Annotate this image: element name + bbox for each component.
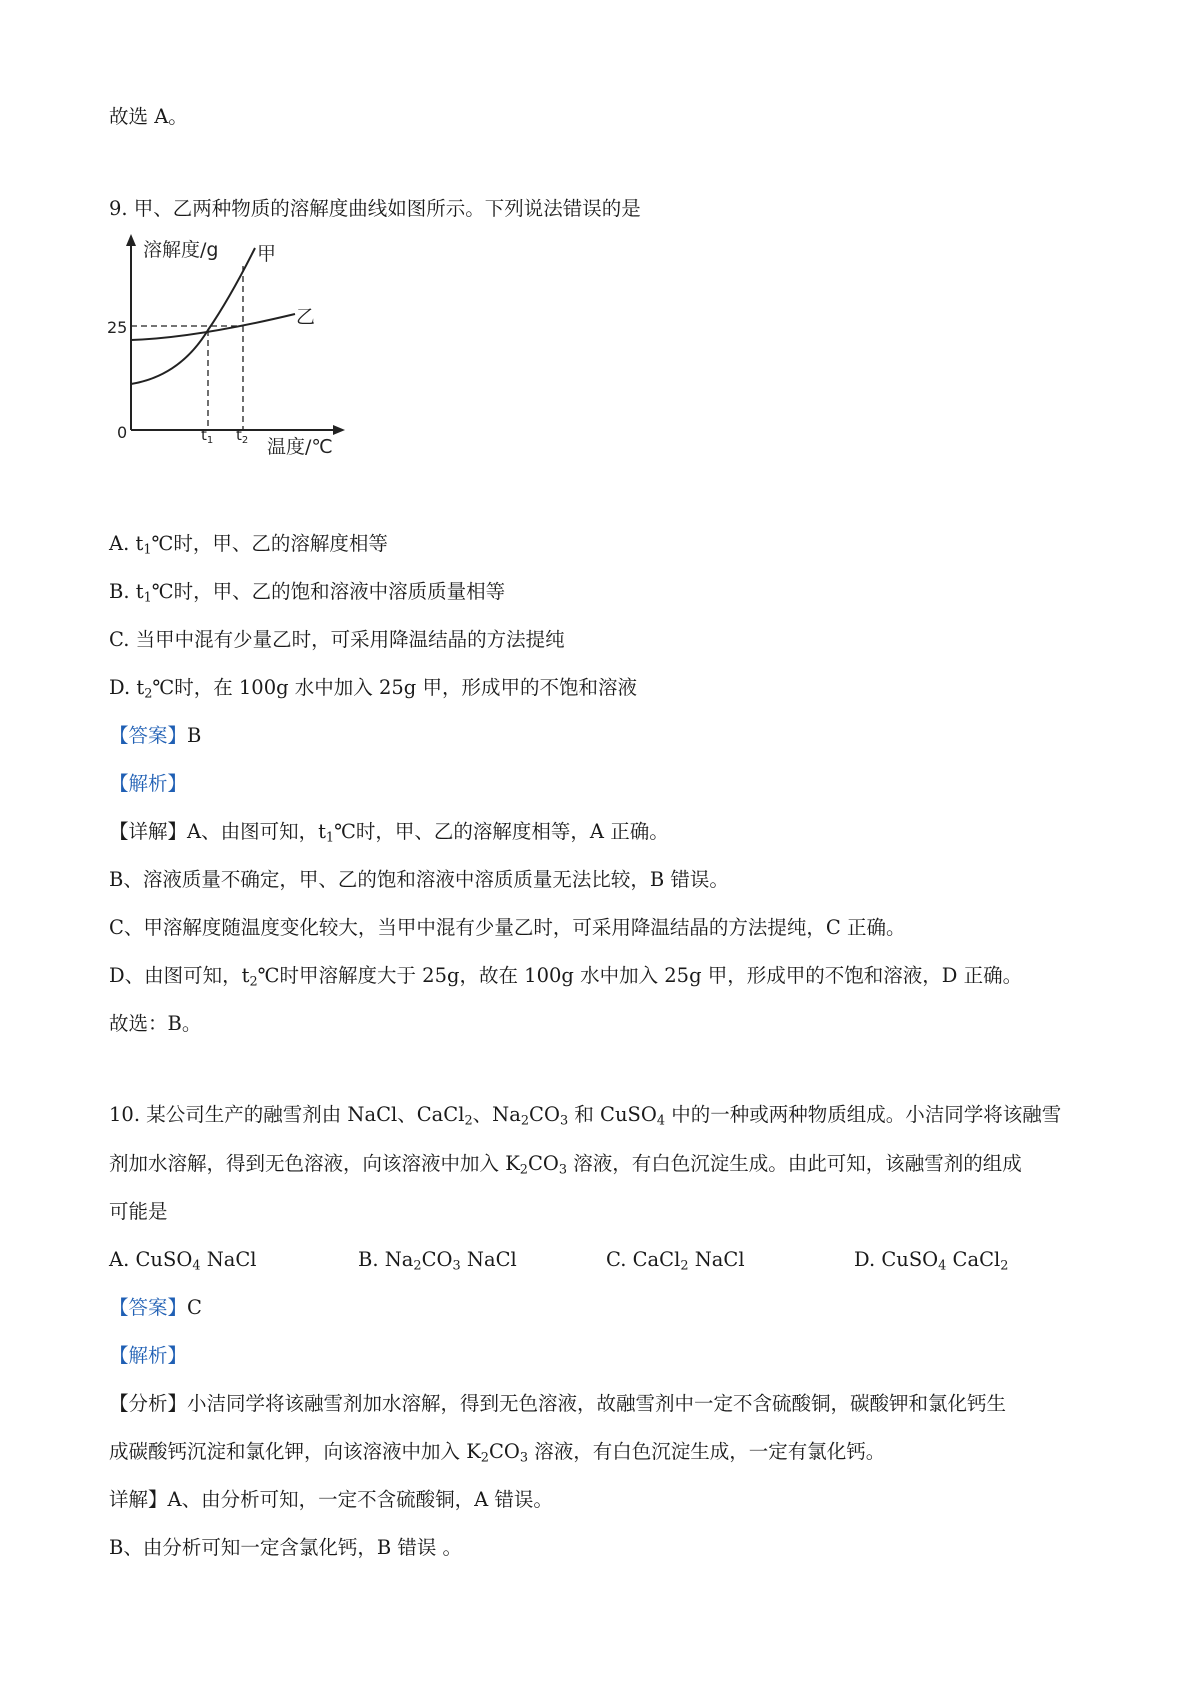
solubility-curve-figure [107, 230, 365, 465]
q10-analysis-line2: 成碳酸钙沉淀和氯化钾，向该溶液中加入 $K_2CO_3$ 溶液，有白色沉淀生成，一定有氯化钙。 [109, 1440, 886, 1466]
previous-conclusion: 故选 A。 [109, 105, 188, 128]
y-axis-label: 溶解度/g [143, 239, 219, 261]
q9-stem: 9. 甲、乙两种物质的溶解度曲线如图所示。下列说法错误的是 [109, 197, 641, 220]
q9-option-a: A. $t_1℃$时，甲、乙的溶解度相等 [109, 532, 388, 558]
y-axis-arrow [126, 234, 136, 246]
q9-option-d: D. $t_2℃$时，在 100g 水中加入 25g 甲，形成甲的不饱和溶液 [109, 676, 637, 702]
x-tick-t2: $t_2$ [236, 426, 249, 446]
q9-detail-b: B、溶液质量不确定，甲、乙的饱和溶液中溶质质量无法比较，B 错误。 [109, 868, 729, 891]
q10-analysis-tag: 【解析】 [109, 1344, 188, 1367]
answer-tag: 【答案】 [109, 724, 188, 747]
q10-stem-line3: 可能是 [109, 1200, 168, 1223]
q9-detail-a: 【详解】A、由图可知，$t_1℃$时，甲、乙的溶解度相等，A 正确。 [109, 820, 669, 846]
q10-answer: 【答案】C [109, 1296, 202, 1319]
x-axis-label: 温度/℃ [267, 436, 333, 458]
origin-label: 0 [117, 423, 128, 442]
q9-option-c: C. 当甲中混有少量乙时，可采用降温结晶的方法提纯 [109, 628, 565, 651]
q10-detail-a: 详解】A、由分析可知，一定不含硫酸铜，A 错误。 [109, 1488, 553, 1511]
q9-analysis-tag: 【解析】 [109, 772, 188, 795]
q9-answer: 【答案】B [109, 724, 202, 747]
x-tick-t1: $t_1$ [201, 426, 214, 446]
curve-jia [131, 248, 255, 384]
q9-conclusion: 故选：B。 [109, 1012, 202, 1035]
q9-option-b: B. $t_1℃$时，甲、乙的饱和溶液中溶质质量相等 [109, 580, 506, 606]
q10-option-b: B. $Na_2CO_3$ NaCl [358, 1248, 517, 1274]
x-axis-arrow [333, 425, 345, 435]
q10-option-a: A. CuSO$_4$ NaCl [109, 1248, 257, 1274]
q10-option-d: D. CuSO$_4$ CaCl$_2$ [854, 1248, 1009, 1274]
q10-options [109, 1246, 1009, 1274]
curve-jia-label: 甲 [257, 243, 277, 265]
q10-option-c: C. CaCl$_2$ NaCl [606, 1248, 745, 1274]
curve-yi-label: 乙 [296, 306, 316, 328]
q10-stem-line2: 剂加水溶解，得到无色溶液，向该溶液中加入 $K_2CO_3$ 溶液，有白色沉淀生成。由此可知，该融雪剂的组成 [109, 1152, 1022, 1178]
q10-stem-line1: 10. 某公司生产的融雪剂由 NaCl、CaCl$_2$、$Na_2CO_3$ 和 CuSO$_4$ 中的一种或两种物质组成。小洁同学将该融雪 [109, 1103, 1062, 1129]
q10-analysis-line1: 【分析】小洁同学将该融雪剂加水溶解，得到无色溶液，故融雪剂中一定不含硫酸铜，碳酸钾和氯化钙生 [109, 1392, 1007, 1415]
y-tick-25: 25 [107, 318, 128, 337]
q9-detail-c: C、甲溶解度随温度变化较大，当甲中混有少量乙时，可采用降温结晶的方法提纯，C 正确。 [109, 916, 906, 939]
q10-detail-b: B、由分析可知一定含氯化钙，B 错误 。 [109, 1536, 463, 1559]
q9-detail-d: D、由图可知，$t_2℃$时甲溶解度大于 25g，故在 100g 水中加入 25g 甲，形成甲的不饱和溶液，D 正确。 [109, 964, 1023, 990]
curve-yi [131, 314, 295, 340]
